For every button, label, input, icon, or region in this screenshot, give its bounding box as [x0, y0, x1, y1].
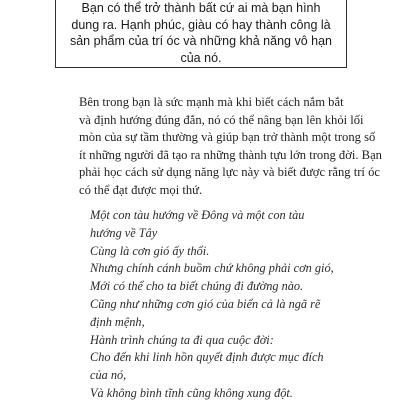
poem-line: hướng về Tây: [90, 225, 158, 240]
poem-block: [90, 207, 350, 403]
poem-line: Một con tàu hướng về Đông và một con tàu: [90, 208, 305, 222]
poem-line: Và không bình tĩnh cũng không xung đột.: [90, 385, 293, 400]
quote-line: dung ra. Hạnh phúc, giàu có hay thành công là: [71, 17, 331, 32]
paragraph-line: và định hướng đúng đắn, nó có thể nâng bạn lên khỏi lối: [79, 112, 364, 127]
poem-line: Cùng là cơn gió ấy thổi.: [90, 243, 210, 258]
paragraph-line: có thể đạt được mọi thứ.: [79, 182, 203, 197]
poem-line: Nhưng chính cánh buồm chứ không phải cơn gió,: [90, 261, 334, 276]
paragraph-line: Bên trong bạn là sức mạnh mà khi biết cách nắm bắt: [79, 95, 344, 109]
quote-box: [55, 0, 347, 68]
paragraph-line: mòn của sự tầm thường và giúp bạn trở thành một trong số: [79, 130, 376, 144]
paragraph-line: ít những người đã tạo ra những thành tựu lớn trong đời. Bạn: [79, 147, 382, 162]
quote-line: Bạn có thể trở thành bất cứ ai mà bạn hình: [81, 1, 321, 15]
poem-line: Mới có thể cho ta biết chúng đi đường nào.: [90, 279, 304, 294]
poem-line: Hành trình chúng ta đi qua cuộc đời:: [90, 332, 274, 347]
paragraph-line: phải học cách sử dụng năng lực này và biết được rằng trí óc: [79, 165, 380, 179]
poem-line: Cho đến khi linh hồn quyết định được mục đích: [90, 350, 324, 365]
poem-line: Cũng như những cơn gió của biển cả là ngã rẽ: [90, 296, 321, 311]
quote-line: sản phẩm của trí óc và những khả năng vô hạn: [69, 34, 332, 48]
poem-line: của nó,: [90, 368, 127, 383]
poem-line: định mệnh,: [90, 314, 145, 329]
quote-line: của nó.: [180, 50, 222, 65]
body-paragraph: [79, 94, 382, 199]
